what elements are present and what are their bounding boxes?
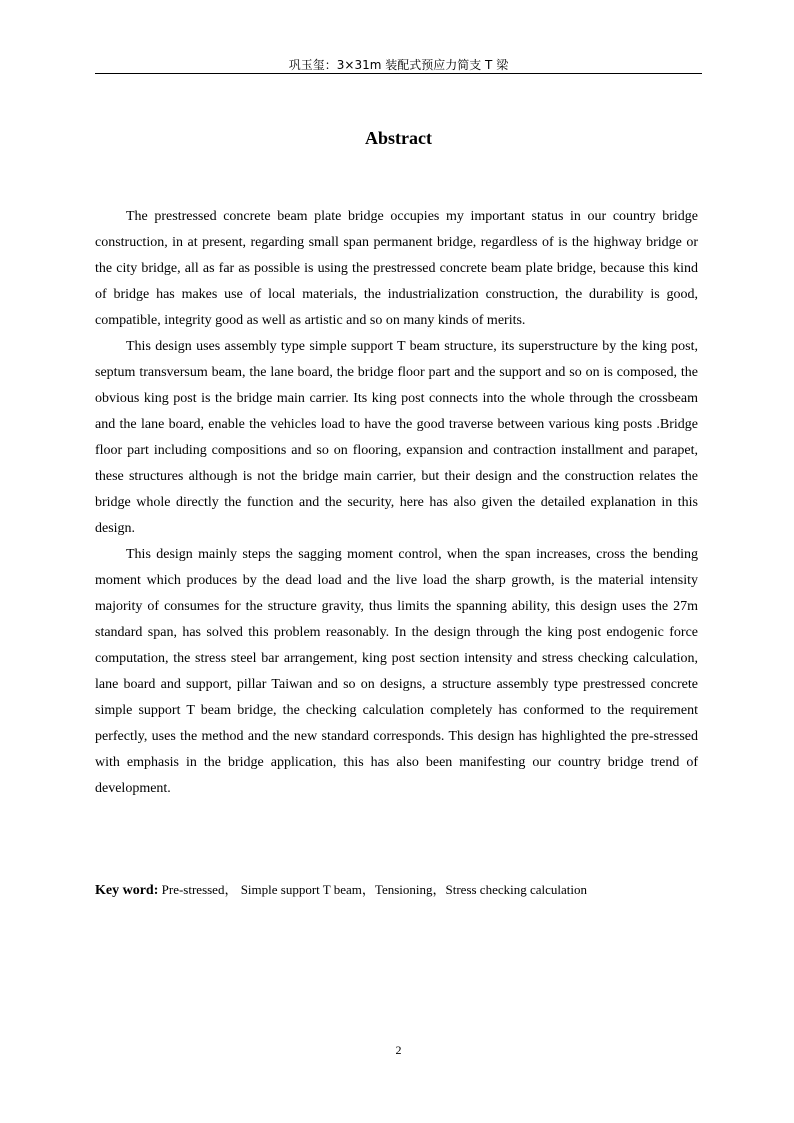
keywords-text: Pre-stressed， Simple support T beam，Tensioning，Stress checking calculation bbox=[161, 882, 588, 897]
page-number: 2 bbox=[395, 1043, 402, 1057]
abstract-title: Abstract bbox=[365, 128, 432, 148]
abstract-paragraph-1: The prestressed concrete beam plate bridge occupies my important status in our country bridge construction, in at present, regarding small span permanent bridge, regardless of is the highway bridge or the city bridge, all as far as possible is using the prestressed concrete beam plate bridge, because this kind of bridge has makes use of local materials, the industrialization construction, the durability is good, compatible, integrity good as well as artistic and so on many kinds of merits. bbox=[95, 209, 698, 328]
running-header: 巩玉玺：3×31m 装配式预应力简支 T 梁 bbox=[288, 58, 509, 72]
abstract-paragraph-2: This design uses assembly type simple support T beam structure, its superstructure by the king post, septum transversum beam, the lane board, the bridge floor part and the support and so on is composed, the obvious king post is the bridge main carrier. Its king post connects into the whole through the crossbeam and the lane board, enable the vehicles load to have the good traverse between various king posts .Bridge floor part including compositions and so on flooring, expansion and contraction installment and parapet, these structures although is not the bridge main carrier, but their design and the construction relates the bridge whole directly the function and the security, here has also given the detailed explanation in this design. bbox=[95, 339, 698, 536]
abstract-body bbox=[95, 204, 698, 802]
header-rule bbox=[95, 73, 702, 74]
keywords-line bbox=[95, 880, 702, 901]
keywords-label: Key word: bbox=[95, 883, 159, 898]
abstract-paragraph-3: This design mainly steps the sagging moment control, when the span increases, cross the bending moment which produces by the dead load and the live load the sharp growth, is the material intensity majority of consumes for the structure gravity, thus limits the spanning ability, this design uses the 27m standard span, has solved this problem reasonably. In the design through the king post endogenic force computation, the stress steel bar arrangement, king post section intensity and stress checking calculation, lane board and support, pillar Taiwan and so on designs, a structure assembly type prestressed concrete simple support T beam bridge, the checking calculation completely has conformed to the requirement perfectly, uses the method and the new standard corresponds. This design has highlighted the pre-stressed with emphasis in the bridge application, this has also been manifesting our country bridge trend of development. bbox=[95, 547, 698, 796]
